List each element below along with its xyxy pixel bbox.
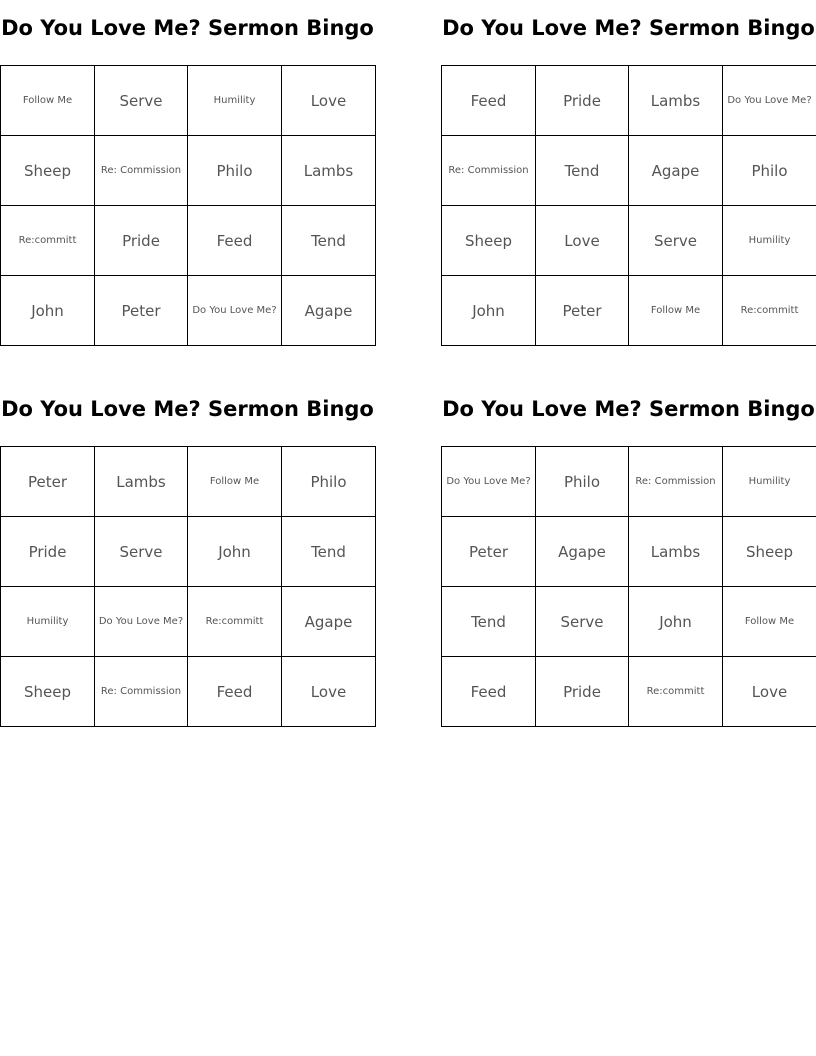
bingo-cell: Tend — [282, 517, 376, 587]
bingo-grid — [0, 65, 376, 346]
bingo-cell: Follow Me — [1, 66, 95, 136]
bingo-cell: Peter — [1, 447, 95, 517]
bingo-cell: Re: Commission — [629, 447, 723, 517]
bingo-cell: Agape — [282, 587, 376, 657]
bingo-cell: Follow Me — [629, 276, 723, 346]
card-title: Do You Love Me? Sermon Bingo — [1, 397, 374, 421]
bingo-cell: Serve — [536, 587, 629, 657]
bingo-cell: Love — [536, 206, 629, 276]
bingo-grid — [441, 65, 816, 346]
bingo-cell: Lambs — [629, 66, 723, 136]
bingo-cell: Sheep — [442, 206, 536, 276]
bingo-cell: Tend — [442, 587, 536, 657]
bingo-cell: Humility — [723, 447, 816, 517]
bingo-cell: Feed — [442, 657, 536, 727]
bingo-cell: Lambs — [629, 517, 723, 587]
bingo-cell: Agape — [536, 517, 629, 587]
bingo-cell: John — [629, 587, 723, 657]
bingo-cell: Tend — [536, 136, 629, 206]
bingo-cell: Do You Love Me? — [442, 447, 536, 517]
bingo-cell: Agape — [282, 276, 376, 346]
bingo-cell: Feed — [188, 206, 282, 276]
bingo-cell: Follow Me — [188, 447, 282, 517]
bingo-cell: Love — [282, 66, 376, 136]
bingo-cell: Philo — [282, 447, 376, 517]
bingo-cell: Peter — [536, 276, 629, 346]
bingo-cell: Pride — [95, 206, 188, 276]
bingo-grid — [0, 446, 376, 727]
bingo-cell: Peter — [95, 276, 188, 346]
bingo-card-2 — [441, 10, 816, 320]
bingo-cell: Feed — [442, 66, 536, 136]
card-title: Do You Love Me? Sermon Bingo — [442, 397, 815, 421]
bingo-cell: Love — [723, 657, 816, 727]
bingo-cell: Re:committ — [188, 587, 282, 657]
bingo-cell: Follow Me — [723, 587, 816, 657]
bingo-cell: John — [442, 276, 536, 346]
bingo-cell: Sheep — [1, 136, 95, 206]
card-title: Do You Love Me? Sermon Bingo — [1, 16, 374, 40]
bingo-cell: Pride — [1, 517, 95, 587]
bingo-cell: Agape — [629, 136, 723, 206]
bingo-cell: Pride — [536, 66, 629, 136]
bingo-cell: Humility — [1, 587, 95, 657]
bingo-cell: Sheep — [1, 657, 95, 727]
bingo-cell: Serve — [95, 66, 188, 136]
bingo-cell: John — [1, 276, 95, 346]
bingo-cell: Tend — [282, 206, 376, 276]
card-title: Do You Love Me? Sermon Bingo — [442, 16, 815, 40]
bingo-cell: Re:committ — [1, 206, 95, 276]
bingo-cell: Do You Love Me? — [188, 276, 282, 346]
bingo-cell: Love — [282, 657, 376, 727]
bingo-cell: Sheep — [723, 517, 816, 587]
bingo-cell: Lambs — [282, 136, 376, 206]
bingo-cell: Re: Commission — [95, 657, 188, 727]
bingo-cell: Pride — [536, 657, 629, 727]
bingo-cell: Feed — [188, 657, 282, 727]
bingo-cell: Lambs — [95, 447, 188, 517]
bingo-cell: Philo — [723, 136, 816, 206]
bingo-cell: Serve — [95, 517, 188, 587]
bingo-cell: Philo — [536, 447, 629, 517]
bingo-cell: Re: Commission — [95, 136, 188, 206]
bingo-cell: Re: Commission — [442, 136, 536, 206]
bingo-cell: Re:committ — [629, 657, 723, 727]
bingo-cell: Peter — [442, 517, 536, 587]
bingo-cell: Humility — [188, 66, 282, 136]
bingo-cell: Humility — [723, 206, 816, 276]
bingo-grid — [441, 446, 816, 727]
bingo-card-4 — [441, 391, 816, 701]
bingo-card-1 — [0, 10, 375, 320]
bingo-cell: Philo — [188, 136, 282, 206]
bingo-cell: Do You Love Me? — [723, 66, 816, 136]
bingo-cell: Re:committ — [723, 276, 816, 346]
bingo-card-3 — [0, 391, 375, 701]
bingo-cell: John — [188, 517, 282, 587]
bingo-cell: Do You Love Me? — [95, 587, 188, 657]
bingo-cell: Serve — [629, 206, 723, 276]
